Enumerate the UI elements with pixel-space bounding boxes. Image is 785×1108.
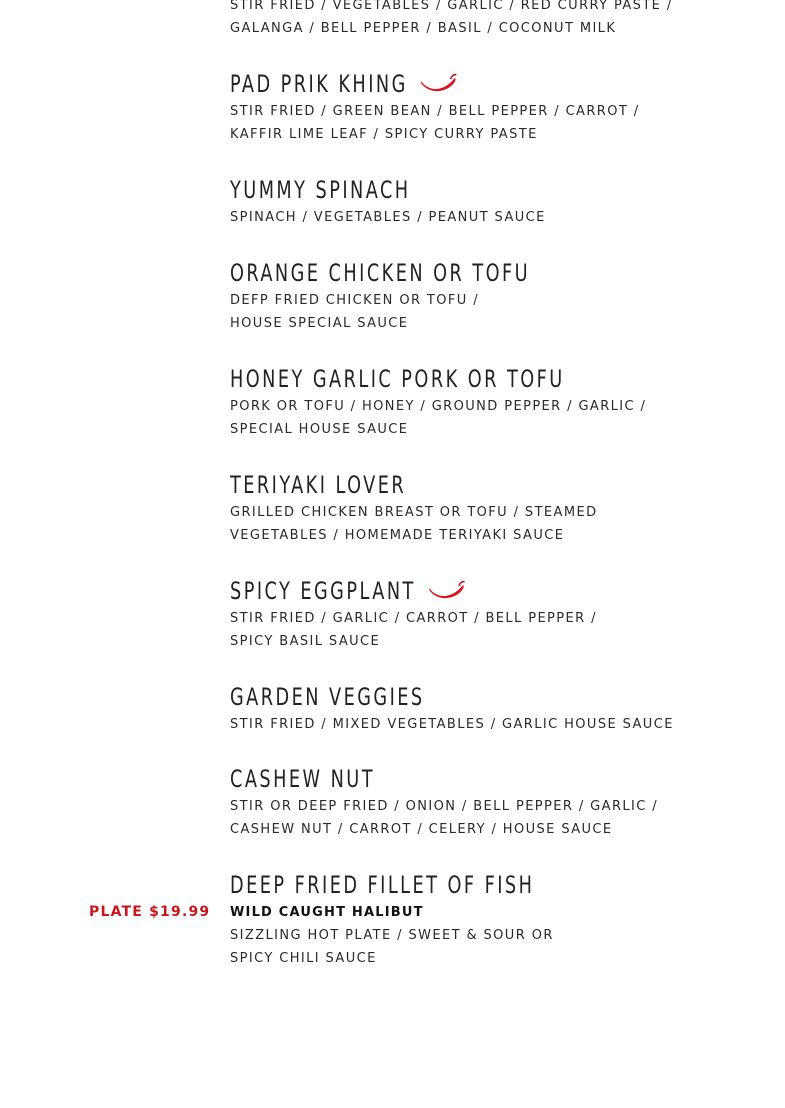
item-name <box>230 871 656 899</box>
item-name <box>230 70 656 98</box>
item-name-text: GARDEN VEGGIES <box>230 683 425 711</box>
menu-item-orange-chicken <box>230 259 750 335</box>
item-name-text: SPICY EGGPLANT <box>230 577 416 605</box>
description-line: GALANGA / BELL PEPPER / BASIL / COCONUT MILK <box>230 21 617 36</box>
description-line: HOUSE SPECIAL SAUCE <box>230 316 409 331</box>
description-line: SPICY BASIL SAUCE <box>230 634 381 649</box>
description-line: CASHEW NUT / CARROT / CELERY / HOUSE SAUCE <box>230 822 613 837</box>
description-line: STIR FRIED / VEGETABLES / GARLIC / RED CURRY PASTE / <box>230 0 673 13</box>
description-line: DEFP FRIED CHICKEN OR TOFU / <box>230 293 480 308</box>
menu-item-teriyaki-lover <box>230 471 750 547</box>
item-description <box>230 501 750 547</box>
item-description <box>230 713 750 736</box>
item-description <box>230 395 750 441</box>
item-name-text: HONEY GARLIC PORK OR TOFU <box>230 365 565 393</box>
description-line: SPECIAL HOUSE SAUCE <box>230 422 409 437</box>
item-subtitle: WILD CAUGHT HALIBUT <box>230 905 424 920</box>
description-line: SPINACH / VEGETABLES / PEANUT SAUCE <box>230 210 546 225</box>
item-description <box>230 0 750 40</box>
item-description <box>230 795 750 841</box>
chili-pepper-icon <box>427 580 465 602</box>
menu-item-cashew-nut <box>230 765 750 841</box>
description-line: KAFFIR LIME LEAF / SPICY CURRY PASTE <box>230 127 538 142</box>
description-line: SPICY CHILI SAUCE <box>230 951 377 966</box>
item-name <box>230 471 656 499</box>
item-name-text: PAD PRIK KHING <box>230 70 408 98</box>
item-name-text: CASHEW NUT <box>230 765 375 793</box>
item-description <box>230 100 750 146</box>
price-label: PLATE $19.99 <box>89 904 211 920</box>
description-line: VEGETABLES / HOMEMADE TERIYAKI SAUCE <box>230 528 565 543</box>
item-name <box>230 577 656 605</box>
description-line: SIZZLING HOT PLATE / SWEET & SOUR OR <box>230 928 554 943</box>
item-description <box>230 289 750 335</box>
item-description <box>230 924 750 970</box>
menu-item-fillet-of-fish <box>230 871 750 970</box>
item-name-text: ORANGE CHICKEN OR TOFU <box>230 259 531 287</box>
description-line: PORK OR TOFU / HONEY / GROUND PEPPER / GARLIC / <box>230 399 647 414</box>
description-line: STIR FRIED / MIXED VEGETABLES / GARLIC HOUSE SAUCE <box>230 717 674 732</box>
item-name <box>230 683 656 711</box>
item-name <box>230 365 656 393</box>
item-description <box>230 607 750 653</box>
menu-item-honey-garlic <box>230 365 750 441</box>
item-name <box>230 259 656 287</box>
item-name-text: YUMMY SPINACH <box>230 176 411 204</box>
menu-item-garden-veggies <box>230 683 750 736</box>
item-name <box>230 765 656 793</box>
description-line: STIR OR DEEP FRIED / ONION / BELL PEPPER / GARLIC / <box>230 799 659 814</box>
description-line: STIR FRIED / GREEN BEAN / BELL PEPPER / CARROT / <box>230 104 640 119</box>
description-line: STIR FRIED / GARLIC / CARROT / BELL PEPPER / <box>230 611 597 626</box>
menu-item-spicy-eggplant <box>230 577 750 653</box>
menu-item-yummy-spinach <box>230 176 750 229</box>
item-name-text: TERIYAKI LOVER <box>230 471 407 499</box>
chili-pepper-icon <box>419 73 457 95</box>
description-line: GRILLED CHICKEN BREAST OR TOFU / STEAMED <box>230 505 598 520</box>
item-description <box>230 206 750 229</box>
menu-item-pad-prik-khing <box>230 70 750 146</box>
item-name <box>230 176 656 204</box>
item-name-text: DEEP FRIED FILLET OF FISH <box>230 871 535 899</box>
menu-item-top-fragment <box>230 0 750 40</box>
